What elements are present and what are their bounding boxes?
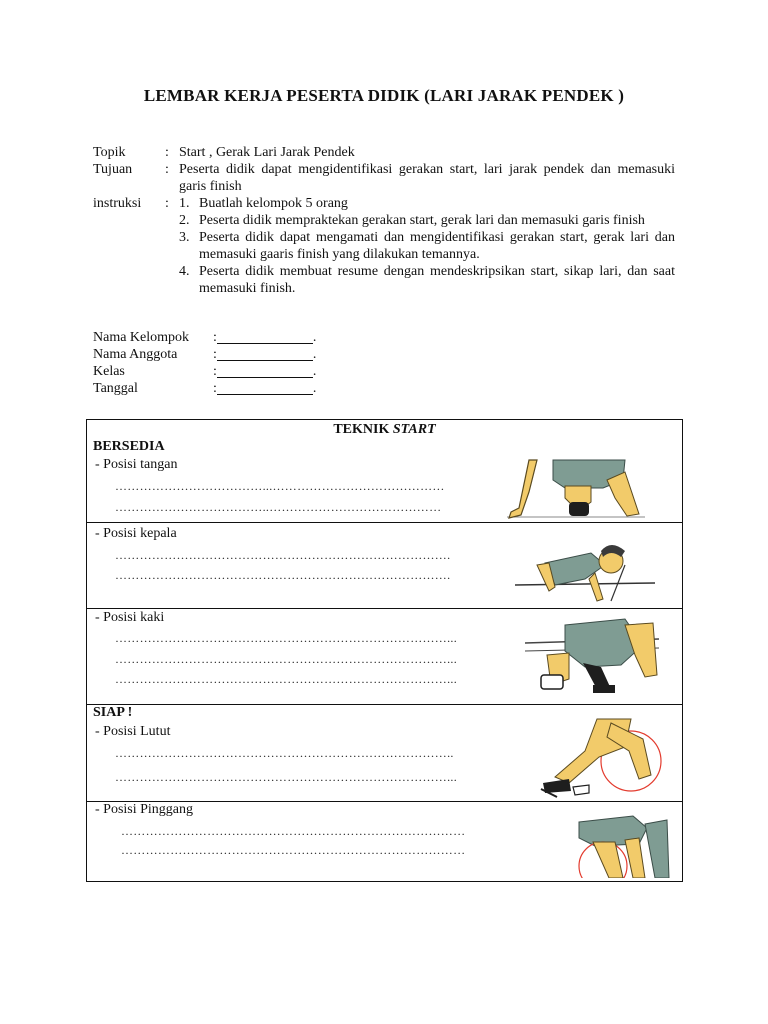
instruksi-colon: :: [165, 196, 169, 211]
instruction-text: Peserta didik membuat resume dengan mendeskripsikan start, sikap lari, dan saat memasuki finish.: [199, 264, 675, 296]
posisi-pinggang-label: - Posisi Pinggang: [95, 802, 194, 817]
bersedia-heading: BERSEDIA: [93, 439, 165, 454]
answer-line[interactable]: ………………………………………………………………………...: [115, 631, 457, 645]
topik-colon: :: [165, 145, 169, 160]
answer-line[interactable]: ……………………………………………………………………….: [115, 548, 451, 562]
posisi-tangan-label: - Posisi tangan: [95, 457, 178, 472]
period: .: [312, 364, 317, 379]
section-posisi-tangan: [87, 420, 682, 523]
instruction-text: Buatlah kelompok 5 orang: [199, 196, 348, 211]
nama-anggota-field[interactable]: [217, 346, 313, 361]
answer-line[interactable]: ………………………………………………………………………..: [115, 746, 454, 760]
topik-label: Topik: [93, 145, 126, 160]
topik-value: Start , Gerak Lari Jarak Pendek: [179, 145, 355, 160]
answer-line[interactable]: …………………………………………………………………………: [121, 843, 466, 857]
teknik-start-table: [86, 419, 683, 882]
table-title-emphasis: START: [392, 422, 436, 437]
kelas-field[interactable]: [217, 363, 313, 378]
answer-line[interactable]: ………………………………………………………………………...: [115, 672, 457, 686]
tujuan-row: [93, 161, 675, 195]
colon: :: [213, 347, 217, 362]
instruction-number: 3.: [179, 230, 190, 245]
posisi-kepala-label: - Posisi kepala: [95, 526, 177, 541]
instruction-number: 4.: [179, 264, 190, 279]
nama-kelompok-label: Nama Kelompok: [93, 330, 190, 345]
tanggal-field[interactable]: [217, 380, 313, 395]
colon: :: [213, 364, 217, 379]
period: .: [312, 381, 317, 396]
posisi-kaki-label: - Posisi kaki: [95, 610, 165, 625]
table-title: [87, 422, 682, 438]
hands-position-illustration: [507, 458, 645, 520]
answer-line[interactable]: ………………………………………………………………………...: [115, 770, 457, 784]
answer-line[interactable]: ……………………………………………………………………….: [115, 568, 451, 582]
tujuan-label: Tujuan: [93, 162, 133, 177]
colon: :: [213, 381, 217, 396]
period: .: [312, 330, 317, 345]
instruction-list: [179, 195, 675, 297]
nama-anggota-label: Nama Anggota: [93, 347, 178, 362]
nama-kelompok-field[interactable]: [217, 329, 313, 344]
period: .: [312, 347, 317, 362]
section-posisi-lutut: [87, 705, 682, 802]
section-posisi-kaki: [87, 609, 682, 705]
section-posisi-pinggang: [87, 802, 682, 881]
instruction-item: [179, 195, 675, 212]
nama-anggota-row: [93, 346, 316, 363]
head-position-illustration: [515, 535, 655, 603]
instruction-item: [179, 263, 675, 297]
instruction-item: [179, 212, 675, 229]
instruksi-label: instruksi: [93, 196, 142, 211]
posisi-lutut-label: - Posisi Lutut: [95, 724, 171, 739]
instruction-item: [179, 229, 675, 263]
siap-heading: SIAP !: [93, 705, 133, 720]
instruction-text: Peserta didik mempraktekan gerakan start, gerak lari dan memasuki garis finish: [199, 213, 645, 228]
instruction-text: Peserta didik dapat mengamati dan mengidentifikasi gerakan start, gerak lari dan memasuki gaaris finish yang dilakukan temannya.: [199, 230, 675, 262]
answer-line[interactable]: ………………………………………………………………………...: [115, 652, 457, 666]
instruction-number: 1.: [179, 196, 190, 211]
answer-line[interactable]: ………………………………..……………………………………: [115, 500, 442, 514]
answer-line[interactable]: ………………………………...……………………………………: [115, 479, 445, 493]
tanggal-row: [93, 380, 316, 397]
info-section: [93, 144, 675, 297]
kelas-label: Kelas: [93, 364, 125, 379]
answer-line[interactable]: …………………………………………………………………………: [121, 824, 466, 838]
tanggal-label: Tanggal: [93, 381, 138, 396]
kelas-row: [93, 363, 316, 380]
identity-section: [93, 329, 316, 397]
waist-position-illustration: [573, 810, 671, 878]
nama-kelompok-row: [93, 329, 316, 346]
instruction-number: 2.: [179, 213, 190, 228]
topik-row: [93, 144, 675, 161]
instruksi-row: [93, 195, 675, 297]
page-title: LEMBAR KERJA PESERTA DIDIK (LARI JARAK PENDEK ): [143, 86, 625, 105]
feet-position-illustration: [525, 615, 659, 699]
tujuan-value: Peserta didik dapat mengidentifikasi gerakan start, lari jarak pendek dan memasuki garis finish: [179, 162, 675, 194]
colon: :: [213, 330, 217, 345]
table-title-text: TEKNIK: [333, 422, 393, 437]
section-posisi-kepala: [87, 523, 682, 609]
knee-position-illustration: [533, 717, 665, 801]
tujuan-colon: :: [165, 162, 169, 177]
